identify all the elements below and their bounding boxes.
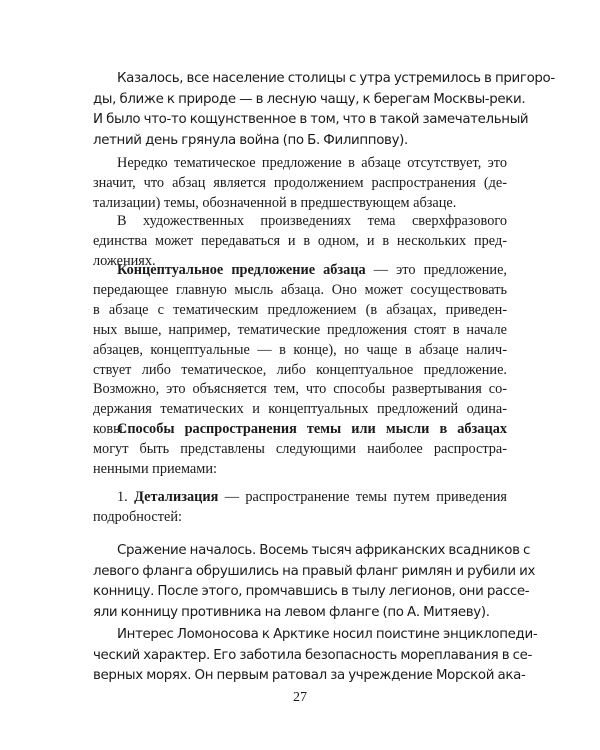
- text-line: ковы.: [93, 421, 127, 438]
- text-line: держания тематических и концептуальных предложений одина-: [93, 401, 507, 418]
- text-line: передающее главную мысль абзаца. Оно может сосуществовать: [93, 281, 507, 298]
- item-number: 1.: [117, 489, 135, 505]
- paragraph-conceptual-sentence: [93, 261, 507, 440]
- text-line: Сражение началось. Восемь тысяч африканских всадников с: [117, 543, 531, 558]
- text-fragment: — распространение темы путем приведения: [218, 489, 508, 505]
- term-methods: Способы распространения темы или мысли в абзацах: [117, 421, 507, 437]
- text-line: тализации) темы, обозначенной в предшествующем абзаце.: [93, 194, 457, 211]
- text-line: Интерес Ломоносова к Арктике носил поистине энциклопеди-: [117, 627, 538, 642]
- text-line: яли конницу противника на левом фланге (по А. Митяеву).: [93, 604, 490, 620]
- text-line: в абзаце с тематическим предложением (в абзацах, приведен-: [93, 301, 507, 318]
- text-line: ды, ближе к природе — в лесную чащу, к берегам Москвы-реки.: [93, 91, 526, 107]
- text-line: Казалось, все население столицы с утра устремилось в пригоро-: [117, 71, 555, 86]
- text-line: единства может передаваться и в одном, и в нескольких пред-: [93, 232, 507, 249]
- text-line: верных морях. Он первым ратовал за учреждение Морской ака-: [93, 668, 526, 683]
- text-line: ложениях.: [93, 252, 156, 269]
- text-line: Нередко тематическое предложение в абзаце отсутствует, это: [117, 155, 507, 171]
- text-line: ных выше, например, тематические предложения стоят в начале: [93, 321, 507, 338]
- text-line: конницу. После этого, промчавшись в тылу легионов, они рассе-: [93, 584, 530, 599]
- term-conceptual-sentence: Концептуальное предложение абзаца: [117, 262, 366, 278]
- paragraph-methods: [93, 420, 507, 480]
- list-item-detailing: [93, 488, 507, 528]
- text-line: значит, что абзац является продолжением распространения (де-: [93, 174, 507, 191]
- text-line: Возможно, это объясняется тем, что способы развертывания со-: [93, 381, 507, 398]
- text-line: И было что-то кощунственное в том, что в такой замечательный: [93, 112, 529, 127]
- text-line: подробностей:: [93, 508, 182, 525]
- page-number: 27: [293, 690, 307, 705]
- text-line: ствует либо тематическое, либо концептуальное предложение.: [93, 361, 507, 378]
- text-line: летний день грянула война (по Б. Филиппову).: [93, 132, 408, 148]
- text-line: абзацев, концептуальные — в конце), но чаще в абзаце налич-: [93, 341, 507, 358]
- term-detailing: Детализация: [134, 489, 219, 505]
- text-line: В художественных произведениях тема сверхфразового: [117, 213, 507, 229]
- text-line: могут быть представлены следующими наиболее распростра-: [93, 440, 507, 457]
- text-line: [93, 420, 507, 440]
- example-paragraph-lomonosov: [93, 625, 538, 687]
- paragraph-no-topic-sentence: [93, 154, 507, 214]
- text-line: ненными приемами:: [93, 460, 217, 477]
- example-paragraph-battle: [93, 541, 536, 623]
- text-line: [93, 488, 507, 508]
- text-line: [93, 261, 507, 281]
- text-fragment: — это предложение,: [365, 262, 508, 278]
- text-line: левого фланга обрушились на правый фланг римлян и рубили их: [93, 563, 536, 579]
- text-line: ческий характер. Его заботила безопасность мореплавания в се-: [93, 647, 533, 663]
- example-paragraph-moscow: [93, 69, 555, 151]
